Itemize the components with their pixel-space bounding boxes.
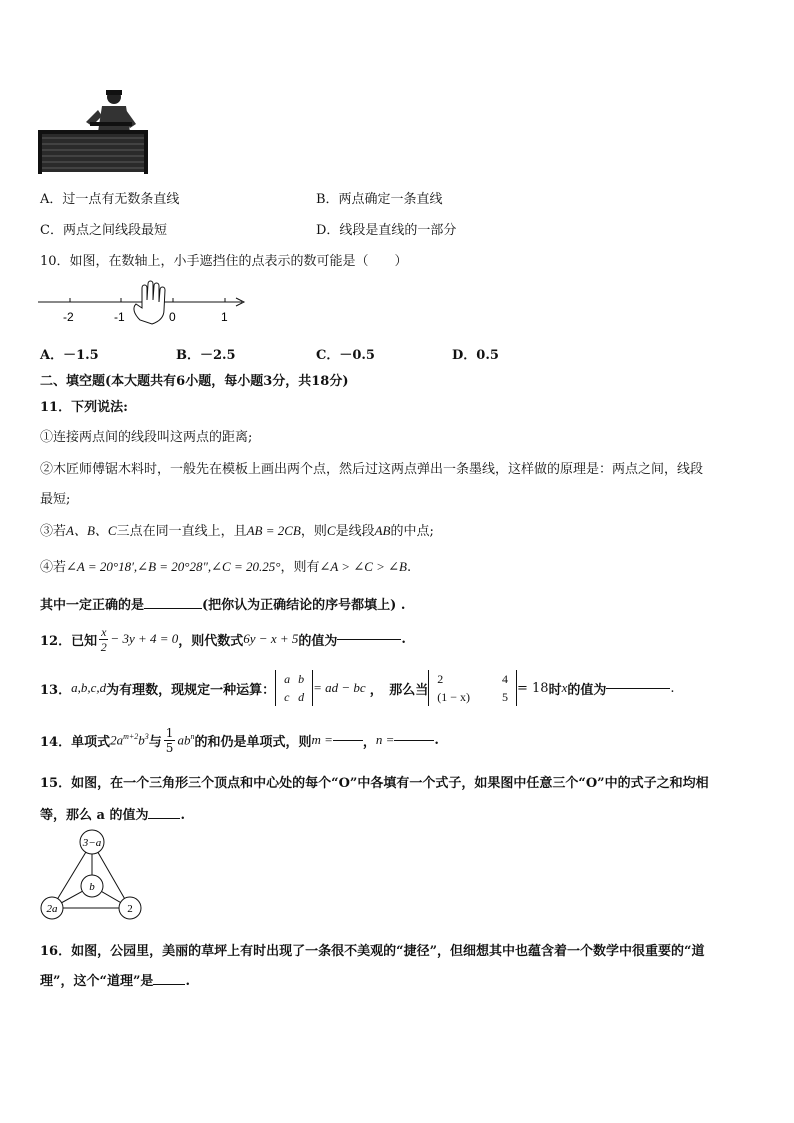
determinant-definition: a b c d bbox=[275, 670, 313, 706]
answer-blank-m bbox=[333, 739, 363, 741]
number-line-figure bbox=[36, 278, 252, 328]
q16-line1: 16．如图，公园里，美丽的草坪上有时出现了一条很不美观的“捷径”，但细想其中也蕴含着一个数学中很重要的“道 bbox=[40, 944, 705, 959]
q14: 14．单项式 $2a^{m+2}b^3$ 与 $\frac{1}{5}$ $ab^n$ 的和仍是单项式，则 m = ， n = . bbox=[40, 725, 439, 755]
q15-line2: 等，那么 a 的值为 . bbox=[40, 808, 186, 823]
q10-option-d: D．0.5 bbox=[452, 348, 499, 363]
fraction: $\frac{1}{5}$ bbox=[165, 725, 174, 755]
answer-blank bbox=[606, 687, 670, 689]
node-left-label: 2a bbox=[46, 903, 58, 915]
q11-statement-4: ④若∠A = 20°18′,∠B = 20°28″,∠C = 20.25°，则有∠A > ∠C > ∠B. bbox=[40, 559, 412, 575]
q9-option-c: C．两点之间线段最短 bbox=[40, 223, 167, 238]
tick-label-0: 0 bbox=[169, 310, 176, 324]
determinant-equation: 2 4 (1 − x) 5 bbox=[428, 670, 517, 706]
q10-option-b: B．－2.5 bbox=[176, 348, 236, 363]
q16-line2: 理”，这个“道理”是 . bbox=[40, 974, 190, 989]
q13: 13． a,b,c,d 为有理数，现规定一种运算： a b c d = ad − bc ， 那么当 2 4 (1 − x) 5 = 18 时 x 的值为 . bbox=[40, 672, 675, 704]
tick-label-neg2: -2 bbox=[63, 310, 74, 324]
q11-answer-line: 其中一定正确的是 (把你认为正确结论的序号都填上) . bbox=[40, 598, 406, 613]
q9-option-b: B．两点确定一条直线 bbox=[316, 192, 443, 207]
q10-option-c: C．－0.5 bbox=[316, 348, 375, 363]
node-right-label: 2 bbox=[127, 903, 133, 915]
node-center-label: b bbox=[89, 881, 95, 893]
section-title: 二、填空题(本大题共有6小题，每小题3分，共18分) bbox=[40, 374, 349, 389]
q12: 12．已知 $\frac{x}{2}$ − 3y + 4 = 0 ，则代数式 6y − x + 5 的值为 . bbox=[40, 624, 406, 654]
tick-label-1: 1 bbox=[221, 310, 228, 324]
q11-stem: 11．下列说法: bbox=[40, 400, 128, 415]
q15-line1: 15．如图，在一个三角形三个顶点和中心处的每个“O”中各填有一个式子，如果图中任意三个“O”中的式子之和均相 bbox=[40, 776, 709, 791]
q11-statement-2-line2: 最短; bbox=[40, 492, 71, 507]
q9-option-d: D．线段是直线的一部分 bbox=[316, 223, 457, 238]
node-top-label: 3−a bbox=[82, 837, 102, 849]
q9-option-a: A．过一点有无数条直线 bbox=[40, 192, 180, 207]
carpenter-illustration bbox=[38, 88, 150, 174]
tick-label-neg1: -1 bbox=[114, 310, 125, 324]
answer-blank-n bbox=[394, 739, 434, 741]
answer-blank bbox=[337, 638, 401, 640]
q11-statement-2-line1: ②木匠师傅锯木料时，一般先在模板上画出两个点，然后过这两点弹出一条墨线，这样做的原理是：两点之间，线段 bbox=[40, 462, 704, 477]
answer-blank bbox=[144, 607, 202, 609]
answer-blank bbox=[148, 817, 180, 819]
q11-statement-3: ③若A、B、C三点在同一直线上，且AB = 2CB，则C是线段AB的中点; bbox=[40, 523, 434, 539]
q10-option-a: A．－1.5 bbox=[40, 348, 99, 363]
q11-statement-1: ①连接两点间的线段叫这两点的距离; bbox=[40, 430, 253, 445]
triangle-figure bbox=[38, 828, 146, 924]
answer-blank bbox=[153, 983, 185, 985]
q10-stem: 10．如图，在数轴上，小手遮挡住的点表示的数可能是（ ） bbox=[40, 254, 408, 269]
fraction: $\frac{x}{2}$ bbox=[100, 624, 107, 654]
